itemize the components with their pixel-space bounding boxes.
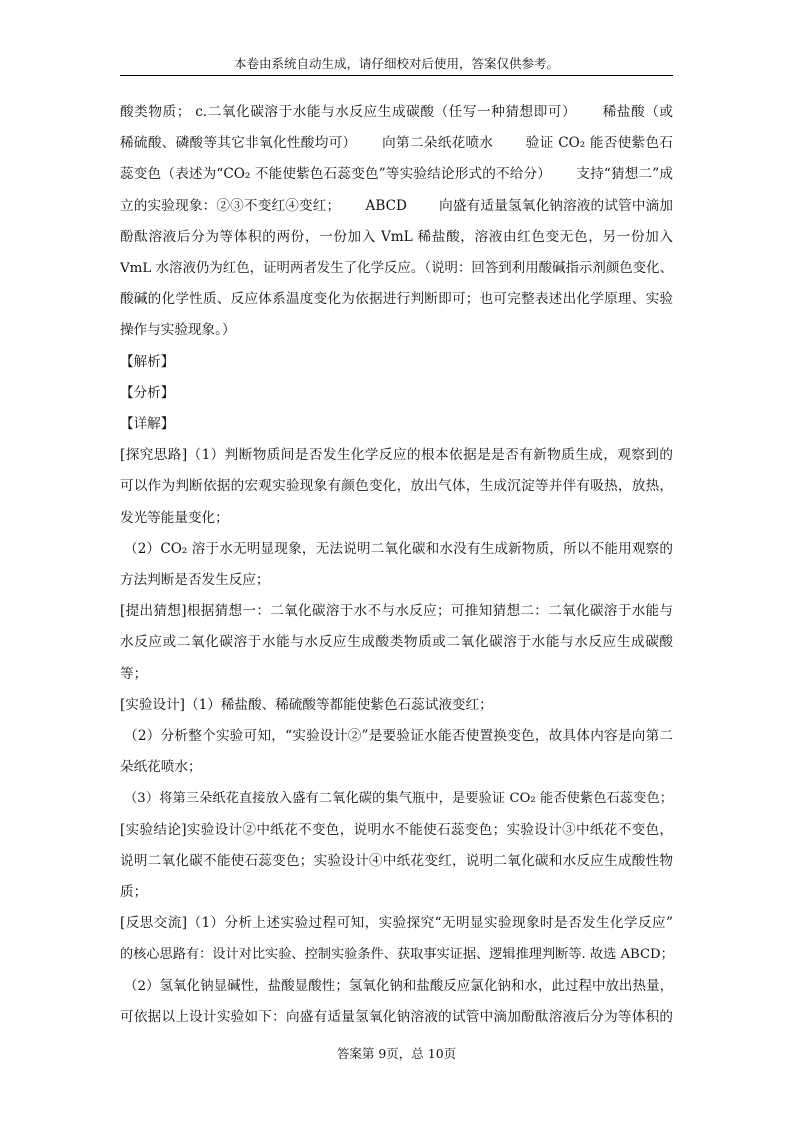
explain-line: 朵纸花喷水；	[120, 759, 202, 776]
answer-line: 立的实验现象：②③不变红④变红； ABCD 向盛有适量氢氧化钠溶液的试管中滴加	[120, 197, 673, 214]
heading-xiangjie: 【详解】	[120, 416, 175, 433]
explain-line: （2）氢氧化钠显碱性，盐酸显酸性；氢氧化钠和盐酸反应氯化钠和水，此过程中放出热量，	[124, 978, 673, 994]
answer-line: 稀硫酸、磷酸等其它非氧化性酸均可） 向第二朵纸花喷水 验证 CO₂ 能否使紫色石	[120, 135, 673, 152]
explain-line: 的核心思路有：设计对比实验、控制实验条件、获取事实证据、逻辑推理判断等. 故选 ABCD；	[120, 947, 674, 963]
explain-line: [实验设计]（1）稀盐酸、稀硫酸等都能使紫色石蕊试液变红；	[120, 696, 493, 713]
heading-jiexi: 【解析】	[120, 353, 175, 370]
explain-line: （2）分析整个实验可知，“实验设计②”是要验证水能否使置换变色，故具体内容是向第二	[124, 728, 673, 745]
explain-line: 等；	[120, 665, 148, 682]
page-header: 本卷由系统自动生成，请仔细校对后使用，答案仅供参考。	[233, 56, 559, 71]
explain-line: 可以作为判断依据的宏观实验现象有颜色变化，放出气体，生成沉淀等并伴有吸热，放热，	[120, 478, 673, 495]
explain-line: [探究思路]（1）判断物质间是否发生化学反应的根本依据是是否有新物质生成，观察到的	[120, 447, 673, 464]
explain-line: 方法判断是否发生反应；	[120, 572, 270, 589]
answer-line: 操作与实验现象。）	[120, 322, 236, 339]
explain-line: 水反应或二氧化碳溶于水能与水反应生成酸类物质或二氧化碳溶于水能与水反应生成碳酸	[120, 634, 673, 651]
explain-line: 可依据以上设计实验如下：向盛有适量氢氧化钠溶液的试管中滴加酚酞溶液后分为等体积的	[120, 1008, 673, 1025]
answer-content	[120, 97, 673, 1033]
explain-line: [实验结论]实验设计②中纸花不变色，说明水不能使石蕊变色；实验设计③中纸花不变色，	[120, 821, 673, 838]
explain-line: 发光等能量变化；	[120, 509, 229, 526]
explain-line: 说明二氧化碳不能使石蕊变色；实验设计④中纸花变红，说明二氧化碳和水反应生成酸性物	[120, 852, 673, 869]
explain-line: 质；	[120, 884, 148, 901]
explain-line: （3）将第三朵纸花直接放入盛有二氧化碳的集气瓶中，是要验证 CO₂ 能否使紫色石蕊变色；	[124, 791, 673, 807]
answer-line: 蕊变色（表述为“CO₂ 不能使紫色石蕊变色”等实验结论形式的不给分） 支持“猜想二”成	[120, 166, 673, 183]
answer-line: 酚酞溶液后分为等体积的两份，一份加入 VmL 稀盐酸，溶液由红色变无色，另一份加入	[120, 228, 673, 245]
explain-line: （2）CO₂ 溶于水无明显现象，无法说明二氧化碳和水没有生成新物质，所以不能用观察的	[124, 540, 673, 557]
answer-line: 酸类物质； c.二氧化碳溶于水能与水反应生成碳酸（任写一种猜想即可） 稀盐酸（或	[120, 104, 673, 120]
explain-line: [反思交流]（1）分析上述实验过程可知，实验探究“无明显实验现象时是否发生化学反应”	[120, 915, 673, 932]
answer-line: VmL 水溶液仍为红色，证明两者发生了化学反应。（说明：回答到利用酸碱指示剂颜色变化、	[120, 261, 673, 277]
heading-fenxi: 【分析】	[120, 384, 175, 401]
header-divider	[120, 75, 673, 76]
page-footer: 答案第 9页，总 10页	[336, 1046, 457, 1061]
explain-line: [提出猜想]根据猜想一：二氧化碳溶于水不与水反应；可推知猜想二：二氧化碳溶于水能与	[120, 603, 673, 620]
answer-line: 酸碱的化学性质、反应体系温度变化为依据进行判断即可；也可完整表述出化学原理、实验	[120, 291, 673, 308]
